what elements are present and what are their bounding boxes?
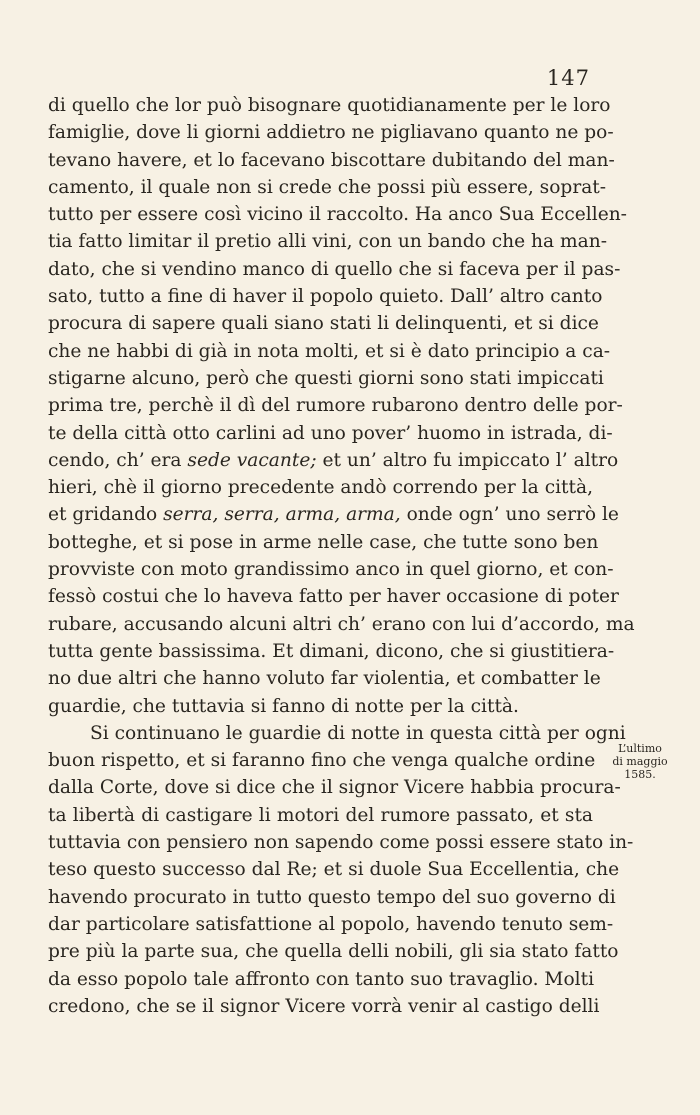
text-line: tia fatto limitar il pretio alli vini, con un bando che ha man-	[48, 231, 607, 253]
text-line: stigarne alcuno, però che questi giorni sono stati impiccati	[48, 367, 604, 389]
text-line: pre più la parte sua, che quella delli nobili, gli sia stato fatto	[48, 941, 619, 963]
text-line: guardie, che tuttavia si fanno di notte per la città.	[48, 695, 519, 717]
text-line: ta libertà di castigare li motori del rumore passato, et sta	[48, 804, 593, 826]
text-line: no due altri che hanno voluto far violentia, et combatter le	[48, 668, 601, 690]
text-line: prima tre, perchè il dì del rumore rubarono dentro delle por-	[48, 395, 623, 417]
text-line: credono, che se il signor Vicere vorrà venir al castigo delli	[48, 995, 600, 1017]
page-number: 147	[546, 66, 590, 90]
text-line: dar particolare satisfattione al popolo, havendo tenuto sem-	[48, 913, 614, 935]
text-line: tevano havere, et lo facevano biscottare dubitando del man-	[48, 149, 615, 171]
text-line: hieri, chè il giorno precedente andò correndo per la città,	[48, 477, 593, 499]
text-line: provviste con moto grandissimo anco in quel giorno, et con-	[48, 559, 614, 581]
text-line: tutto per essere così vicino il raccolto. Ha anco Sua Eccellen-	[48, 204, 627, 226]
margin-note-line: L’ultimo	[618, 742, 662, 755]
text-line: et gridando serra, serra, arma, arma, onde ogn’ uno serrò le	[48, 504, 619, 526]
text-line: Si continuano le guardie di notte in questa città per ogni	[90, 722, 626, 744]
margin-note-line: di maggio	[612, 755, 668, 768]
text-line: te della città otto carlini ad uno pover’ huomo in istrada, di-	[48, 422, 613, 444]
text-line: botteghe, et si pose in arme nelle case, che tutte sono ben	[48, 531, 599, 553]
text-line: rubare, accusando alcuni altri ch’ erano con lui d’accordo, ma	[48, 613, 635, 635]
text-line: da esso popolo tale affronto con tanto suo travaglio. Molti	[48, 968, 595, 990]
text-line: procura di sapere quali siano stati li delinquenti, et si dice	[48, 313, 599, 335]
text-line: dato, che si vendino manco di quello che si faceva per il pas-	[48, 258, 621, 280]
margin-note	[605, 742, 675, 781]
margin-note-line: 1585.	[624, 768, 656, 781]
body-text	[48, 92, 635, 1020]
text-line: buon rispetto, et si faranno fino che venga qualche ordine	[48, 750, 596, 772]
text-line: dalla Corte, dove si dice che il signor Vicere habbia procura-	[48, 777, 621, 799]
text-line: camento, il quale non si crede che possi più essere, soprat-	[48, 176, 607, 198]
text-line: famiglie, dove li giorni addietro ne pigliavano quanto ne po-	[48, 122, 614, 144]
text-line: tuttavia con pensiero non sapendo come possi essere stato in-	[48, 832, 634, 854]
text-line: tutta gente bassissima. Et dimani, dicono, che si giustitiera-	[48, 640, 615, 662]
text-line: fessò costui che lo haveva fatto per haver occasione di poter	[48, 586, 619, 608]
text-line: che ne habbi di già in nota molti, et si è dato principio a ca-	[48, 340, 611, 362]
text-line: sato, tutto a fine di haver il popolo quieto. Dall’ altro canto	[48, 286, 603, 308]
text-line: havendo procurato in tutto questo tempo del suo governo di	[48, 886, 616, 908]
text-line: di quello che lor può bisognare quotidianamente per le loro	[48, 95, 611, 116]
text-line: cendo, ch’ era sede vacante; et un’ altro fu impiccato l’ altro	[48, 449, 619, 471]
text-line: teso questo successo dal Re; et si duole Sua Eccellentia, che	[48, 859, 620, 881]
